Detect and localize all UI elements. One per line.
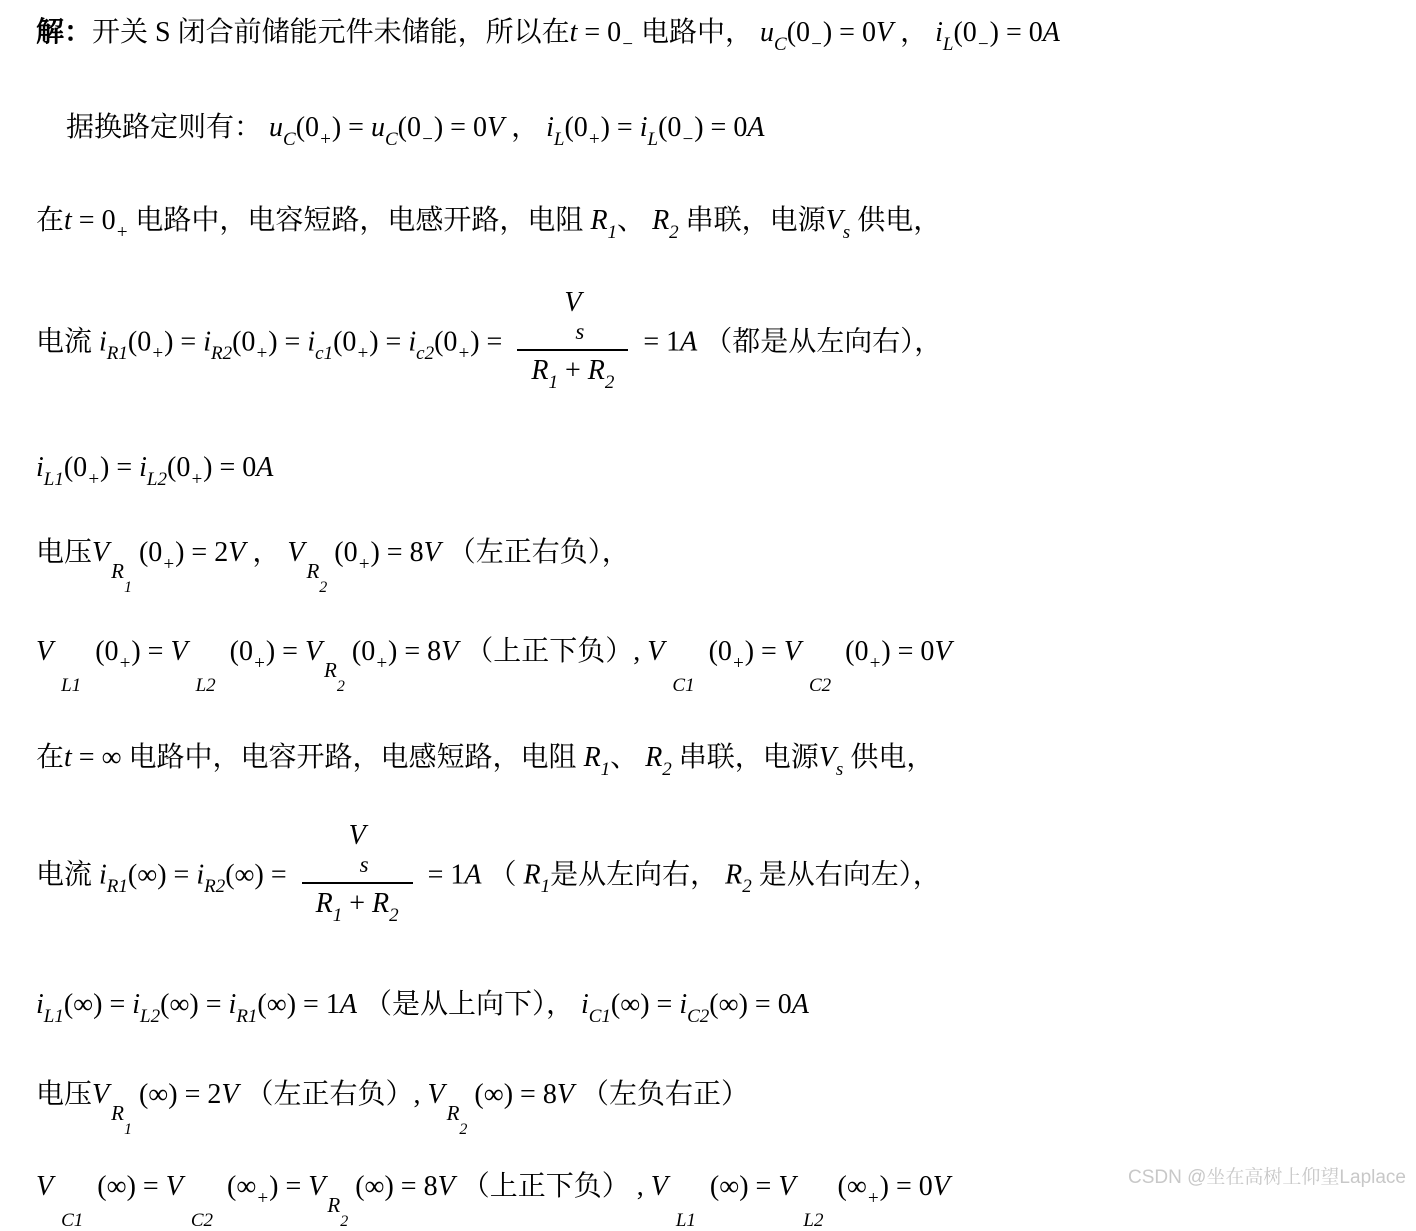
text-run: 电路中，电容短路，电感开路，电阻	[128, 205, 591, 236]
text-run: +	[342, 887, 373, 919]
text-run: ) =	[369, 326, 409, 358]
text-run: 电流	[36, 859, 100, 891]
math-variable: V	[783, 635, 801, 667]
math-subscript: R	[327, 1192, 341, 1217]
math-subscript: 2	[669, 222, 679, 243]
text-run: ) = 0	[989, 17, 1043, 48]
math-variable: i	[228, 988, 237, 1020]
text-run: (∞	[837, 1170, 867, 1202]
math-subscript: +	[252, 652, 266, 674]
fraction-numerator: V	[564, 287, 582, 318]
fraction-numerator-subscript: s	[575, 319, 585, 344]
math-variable: R	[531, 355, 549, 386]
math-sub-subscript: 2	[340, 1212, 349, 1230]
math-subscript: +	[731, 652, 745, 674]
text-run: ) =	[470, 326, 510, 358]
math-deep-subscript: L1	[675, 1209, 696, 1231]
math-variable: i	[679, 988, 688, 1020]
text-run: ，	[245, 536, 288, 568]
text-run: 开关 S 闭合前储能元件未储能，所以在	[92, 17, 570, 48]
math-subscript: 2	[662, 758, 672, 780]
text-run: = 0	[71, 205, 116, 236]
text-run: (0	[708, 635, 732, 667]
math-variable: A	[680, 326, 698, 358]
text-run: 在	[36, 205, 65, 236]
math-variable: i	[36, 451, 44, 483]
text-run: (∞) = 1	[257, 988, 340, 1020]
math-subscript: R	[324, 657, 337, 682]
solution-line-1	[36, 14, 1392, 55]
text-run: = ∞ 电路中，电容开路，电感短路，电阻	[71, 741, 584, 773]
solution-line-8	[36, 739, 1392, 780]
math-subscript: C	[283, 129, 296, 150]
math-subscript: L1	[43, 468, 64, 490]
math-subscript: R	[306, 558, 320, 583]
text-run: ) = 8	[388, 635, 442, 667]
math-subscript: R	[446, 1100, 460, 1125]
math-subscript: +	[256, 1187, 270, 1209]
math-variable: i	[580, 988, 589, 1020]
text-run: +	[557, 355, 588, 386]
solution-line-11	[36, 1076, 1392, 1138]
math-subscript: +	[357, 553, 371, 575]
math-deep-subscript: C2	[808, 674, 832, 696]
math-variable: V	[423, 536, 441, 568]
text-run: (0	[95, 635, 119, 667]
text-run: 串联，电源	[678, 205, 826, 236]
math-subscript: R	[111, 1100, 124, 1125]
csdn-watermark: CSDN @坐在高树上仰望Laplace	[1128, 1167, 1406, 1188]
text-run: (0	[63, 451, 88, 483]
text-run: （上正下负） ,	[454, 1170, 651, 1202]
text-run: = 1	[636, 326, 681, 358]
math-subscript: +	[587, 129, 601, 150]
math-variable: V	[934, 635, 952, 667]
text-run: （上正下负）,	[458, 635, 648, 667]
math-variable: i	[99, 326, 107, 358]
math-variable: u	[760, 17, 775, 48]
solution-line-9	[36, 819, 1392, 932]
math-variable: A	[464, 859, 482, 891]
math-deep-subscript: C1	[672, 674, 695, 696]
text-run: (∞) = 0	[709, 988, 792, 1020]
math-sub-subscript: 2	[459, 1120, 468, 1138]
text-run: (0	[434, 326, 458, 358]
text-run: 据换路定则有：	[66, 112, 270, 143]
math-subscript: +	[457, 343, 471, 365]
text-run: 是从左向右，	[550, 859, 726, 891]
math-subscript: L	[553, 129, 565, 150]
text-run: ) =	[600, 112, 640, 143]
math-variable: R	[372, 887, 390, 919]
text-run: (0	[127, 326, 152, 358]
math-subscript: R	[111, 558, 124, 583]
text-run: (∞) = 8	[467, 1078, 557, 1110]
text-run: (0	[327, 536, 358, 568]
text-run: ) =	[269, 1170, 309, 1202]
text-run: 、	[610, 741, 646, 773]
text-run: (0	[333, 326, 357, 358]
math-variable: V	[228, 536, 246, 568]
math-variable: R	[315, 887, 333, 919]
math-subscript: s	[842, 222, 851, 243]
math-variable: u	[269, 112, 284, 143]
text-run: 串联，电源	[671, 741, 819, 773]
text-run: (∞) =	[610, 988, 680, 1020]
math-variable: V	[170, 635, 188, 667]
math-subscript: −	[681, 129, 695, 150]
math-subscript: L1	[43, 1005, 64, 1027]
math-subscript: +	[190, 468, 204, 490]
math-subscript: +	[87, 468, 101, 490]
math-subscript: +	[115, 222, 129, 243]
text-run: 在	[36, 741, 65, 773]
text-run: (0	[232, 326, 256, 358]
math-subscript: +	[319, 129, 332, 150]
math-subscript: R2	[210, 343, 233, 365]
text-run: (0	[229, 635, 253, 667]
text-run: (∞) =	[709, 1170, 779, 1202]
math-subscript: −	[976, 34, 990, 55]
math-variable: V	[441, 635, 459, 667]
math-variable: R	[523, 859, 541, 891]
math-variable: R	[583, 741, 601, 773]
math-variable: R	[725, 859, 743, 891]
text-run: = 1	[420, 859, 465, 891]
text-run: (0	[953, 17, 977, 48]
math-subscript: L2	[146, 468, 167, 490]
math-subscript: C	[774, 34, 787, 55]
text-run: ) = 0	[433, 112, 487, 143]
math-variable: i	[546, 112, 554, 143]
text-run: 供电，	[843, 741, 935, 773]
text-run: (∞) = 8	[348, 1170, 438, 1202]
math-subscript: +	[868, 652, 882, 674]
math-variable: V	[932, 1170, 950, 1202]
fraction-denominator	[517, 349, 628, 399]
math-subscript: s	[835, 758, 844, 780]
math-subscript: 2	[742, 876, 752, 898]
math-variable: i	[139, 451, 147, 483]
solution-line-6	[36, 534, 1392, 596]
math-variable: V	[92, 536, 110, 568]
math-variable: i	[203, 326, 211, 358]
text-run: ) =	[331, 112, 371, 143]
text-run: （左正右负），	[440, 536, 630, 568]
math-subscript: R1	[106, 876, 128, 898]
math-variable: R	[590, 205, 608, 236]
text-run: (∞) =	[127, 859, 197, 891]
math-variable: V	[308, 1170, 326, 1202]
math-subscript: R1	[236, 1005, 258, 1027]
text-run: (∞	[227, 1170, 257, 1202]
math-deep-subscript: C2	[190, 1209, 213, 1231]
math-subscript: +	[255, 343, 269, 365]
math-variable: i	[132, 988, 141, 1020]
text-run: （	[481, 859, 524, 891]
text-run: 供电，	[850, 205, 942, 236]
text-run: （左负右正）	[573, 1078, 749, 1110]
math-deep-subscript: C1	[61, 1209, 84, 1231]
math-sub-subscript: 2	[336, 677, 345, 695]
math-subscript: c1	[315, 343, 334, 365]
math-variable: t	[569, 17, 578, 48]
math-variable: V	[221, 1078, 239, 1110]
text-run: ) = 0	[881, 635, 935, 667]
math-subscript: −	[421, 129, 434, 150]
text-run: 电压	[36, 1078, 93, 1110]
fraction-numerator-subscript: s	[359, 851, 369, 877]
text-run: ) =	[265, 635, 305, 667]
text-run: (∞) =	[63, 988, 133, 1020]
math-subscript: +	[356, 343, 370, 365]
math-variable: V	[825, 205, 843, 236]
text-run: ) = 0	[203, 451, 257, 483]
text-run: (∞) =	[97, 1170, 166, 1202]
math-subscript: C1	[588, 1005, 611, 1027]
text-run: (0	[397, 112, 421, 143]
text-run: 电路中，	[634, 17, 761, 48]
text-run: 电压	[36, 536, 93, 568]
math-subscript: c2	[416, 343, 435, 365]
math-variable: V	[650, 1170, 668, 1202]
math-variable: u	[370, 112, 385, 143]
text-run: (0	[658, 112, 682, 143]
math-subscript: +	[118, 652, 132, 674]
math-subscript: 1	[600, 758, 611, 780]
math-subscript: L2	[140, 1005, 161, 1027]
text-run: (0	[786, 17, 811, 48]
text-run: (0	[131, 536, 163, 568]
text-run: （左正右负）,	[238, 1078, 428, 1110]
math-variable: i	[36, 988, 44, 1020]
math-subscript: 1	[607, 222, 618, 243]
math-subscript: L	[647, 129, 659, 150]
text-run: 、	[617, 205, 653, 236]
math-subscript: 1	[540, 876, 551, 898]
solution-line-4	[36, 289, 1392, 399]
math-variable: V	[36, 635, 54, 667]
math-variable: t	[64, 741, 72, 773]
math-deep-subscript: L1	[61, 674, 82, 696]
math-variable: V	[165, 1170, 183, 1202]
solution-line-5	[36, 449, 1392, 490]
text-run: （是从上向下），	[356, 988, 581, 1020]
text-run: ) =	[131, 635, 171, 667]
math-deep-subscript: L2	[195, 674, 216, 696]
math-subscript: −	[621, 34, 634, 55]
fraction-numerator: V	[348, 819, 366, 851]
text-run: ) = 0	[879, 1170, 933, 1202]
text-run: ) =	[268, 326, 308, 358]
math-variable: V	[778, 1170, 796, 1202]
text-run: (0	[845, 635, 869, 667]
math-sub-subscript: 2	[319, 578, 328, 596]
math-deep-subscript: L2	[803, 1209, 824, 1231]
fraction	[302, 819, 413, 932]
math-variable: A	[747, 112, 765, 143]
math-subscript: R1	[106, 343, 128, 365]
math-variable: i	[639, 112, 648, 143]
solution-line-3	[36, 202, 1392, 243]
solution-line-2	[36, 109, 1392, 150]
text-run: ) = 0	[694, 112, 748, 143]
text-run: 电流	[36, 326, 100, 358]
math-subscript: 2	[604, 372, 615, 393]
math-variable: V	[818, 741, 836, 773]
text-run: ) =	[744, 635, 784, 667]
text-run: (∞) =	[160, 988, 229, 1020]
text-run: ) =	[164, 326, 204, 358]
solution-line-7	[36, 633, 1392, 696]
text-run: 是从右向左），	[751, 859, 941, 891]
math-variable: i	[935, 17, 943, 48]
math-variable: V	[437, 1170, 455, 1202]
text-run: = 0	[577, 17, 622, 48]
math-subscript: +	[162, 553, 176, 575]
math-subscript: 1	[332, 904, 343, 926]
math-subscript: +	[151, 343, 165, 365]
fraction-denominator	[302, 882, 413, 932]
text-run: (0	[167, 451, 191, 483]
math-subscript: 2	[389, 904, 399, 926]
text-run: ，	[893, 17, 936, 48]
math-variable: V	[647, 635, 665, 667]
text-run: ) = 2	[175, 536, 229, 568]
math-subscript: R2	[204, 876, 226, 898]
math-variable: V	[92, 1078, 110, 1110]
math-subscript: C2	[687, 1005, 710, 1027]
math-variable: V	[427, 1078, 445, 1110]
math-subscript: L	[942, 34, 954, 55]
math-variable: i	[99, 859, 107, 891]
fraction	[517, 289, 628, 399]
math-subscript: C	[384, 129, 398, 150]
math-variable: R	[652, 205, 670, 236]
text-run: (0	[564, 112, 588, 143]
math-variable: V	[486, 112, 505, 143]
text-run: （都是从左向右），	[697, 326, 943, 358]
math-subscript: 1	[548, 372, 558, 393]
math-variable: A	[1042, 17, 1060, 48]
math-variable: i	[196, 859, 205, 891]
math-variable: A	[339, 988, 357, 1020]
math-variable: R	[645, 741, 663, 773]
math-sub-subscript: 1	[123, 1120, 132, 1138]
text-run: (0	[344, 635, 376, 667]
text-run: ，	[504, 112, 547, 143]
text-run: (∞) = 2	[131, 1078, 222, 1110]
math-variable: V	[875, 17, 894, 48]
text-run: ) = 0	[822, 17, 876, 48]
math-sub-subscript: 1	[123, 578, 132, 596]
text-run: (0	[295, 112, 320, 143]
math-variable: V	[556, 1078, 574, 1110]
bold-text-run: 解：	[36, 17, 93, 48]
math-variable: t	[64, 205, 72, 236]
math-variable: V	[304, 635, 323, 667]
math-variable: i	[408, 326, 417, 358]
text-run: ) =	[100, 451, 140, 483]
math-variable: A	[256, 451, 274, 483]
math-variable: A	[791, 988, 809, 1020]
text-run: (∞) =	[225, 859, 294, 891]
math-variable: V	[287, 536, 305, 568]
solution-line-10	[36, 986, 1392, 1027]
math-subscript: +	[866, 1187, 880, 1209]
math-variable: V	[36, 1170, 54, 1202]
math-subscript: +	[375, 652, 389, 674]
math-variable: R	[587, 355, 605, 386]
math-variable: i	[307, 326, 316, 358]
solution-lines	[36, 14, 1392, 1231]
text-run: ) = 8	[370, 536, 424, 568]
math-subscript: −	[810, 34, 823, 55]
